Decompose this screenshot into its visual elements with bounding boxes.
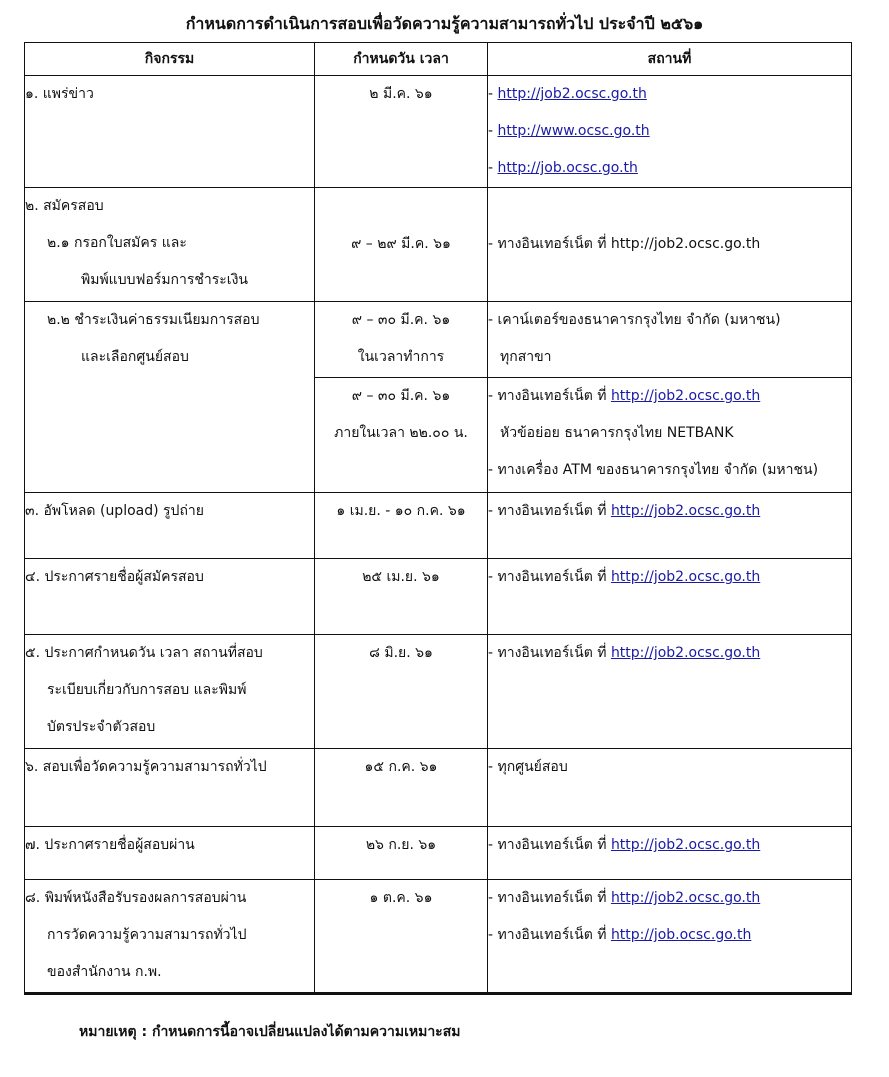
date-line: ในเวลาทำการ — [357, 349, 445, 365]
header-date: กำหนดวัน เวลา — [315, 43, 488, 76]
activity-line: ๑. แพร่ข่าว — [25, 86, 94, 102]
activity-line: ๓. อัพโหลด (upload) รูปถ่าย — [25, 503, 204, 519]
ocsc-link[interactable]: http://job2.ocsc.go.th — [610, 569, 761, 585]
activity-subline: พิมพ์แบบฟอร์มการชำระเงิน — [81, 272, 249, 288]
location-line: - ทางอินเทอร์เน็ต ที่ http://job2.ocsc.go.th — [488, 569, 761, 585]
table-row — [25, 880, 852, 994]
date-cell — [315, 302, 488, 378]
date-line: ๒ มี.ค. ๖๑ — [369, 86, 433, 102]
activity-subline: ระเบียบเกี่ยวกับการสอบ และพิมพ์ — [47, 682, 247, 698]
location-line: - ทางอินเทอร์เน็ต ที่ http://job2.ocsc.go.th — [488, 837, 761, 853]
activity-line: ๔. ประกาศรายชื่อผู้สมัครสอบ — [25, 569, 204, 585]
table-row — [25, 749, 852, 827]
activity-line: ๗. ประกาศรายชื่อผู้สอบผ่าน — [25, 837, 195, 853]
ocsc-link[interactable]: http://job.ocsc.go.th — [497, 160, 638, 176]
table-row — [25, 493, 852, 559]
location-cell — [488, 559, 852, 635]
location-cell — [488, 302, 852, 378]
date-line: ๒๕ เม.ย. ๖๑ — [362, 569, 440, 585]
date-cell — [315, 749, 488, 827]
activity-subline: บัตรประจำตัวสอบ — [47, 719, 156, 735]
table-row — [25, 302, 852, 378]
location-cell — [488, 635, 852, 749]
location-line: - ทางเครื่อง ATM ของธนาคารกรุงไทย จำกัด (มหาชน) — [488, 462, 819, 478]
date-line: ๙ – ๒๙ มี.ค. ๖๑ — [351, 236, 451, 252]
location-line: - ทางอินเทอร์เน็ต ที่ http://job2.ocsc.go.th — [488, 645, 761, 661]
activity-line: ๒. สมัครสอบ — [25, 198, 104, 214]
ocsc-link[interactable]: http://job2.ocsc.go.th — [610, 388, 761, 404]
location-line: - ทุกศูนย์สอบ — [488, 759, 568, 775]
footnote: หมายเหตุ : กำหนดการนี้อาจเปลี่ยนแปลงได้ตามความเหมาะสม — [79, 1024, 461, 1040]
date-cell — [315, 76, 488, 188]
date-line: ๙ – ๓๐ มี.ค. ๖๑ — [351, 388, 451, 404]
activity-cell — [25, 827, 315, 880]
location-line: ทุกสาขา — [500, 349, 552, 365]
activity-subline: การวัดความรู้ความสามารถทั่วไป — [47, 927, 247, 943]
activity-cell — [25, 559, 315, 635]
location-cell — [488, 749, 852, 827]
table-row — [25, 827, 852, 880]
date-cell — [315, 880, 488, 994]
location-cell — [488, 188, 852, 302]
activity-subline: ๒.๒ ชำระเงินค่าธรรมเนียมการสอบ — [47, 312, 260, 328]
location-line: หัวข้อย่อย ธนาคารกรุงไทย NETBANK — [500, 425, 734, 441]
location-line: - http://job.ocsc.go.th — [488, 160, 638, 176]
location-line: - http://job2.ocsc.go.th — [488, 86, 647, 102]
date-line: ๑๕ ก.ค. ๖๑ — [364, 759, 438, 775]
ocsc-link[interactable]: http://job2.ocsc.go.th — [610, 503, 761, 519]
date-line: ๒๖ ก.ย. ๖๑ — [365, 837, 437, 853]
location-line: - ทางอินเทอร์เน็ต ที่ http://job2.ocsc.go.th — [488, 890, 761, 906]
date-cell — [315, 827, 488, 880]
activity-line: ๘. พิมพ์หนังสือรับรองผลการสอบผ่าน — [25, 890, 247, 906]
date-cell — [315, 559, 488, 635]
document-title: กำหนดการดำเนินการสอบเพื่อวัดความรู้ความสามารถทั่วไป ประจำปี ๒๕๖๑ — [185, 14, 704, 33]
table-row — [25, 559, 852, 635]
table-row — [25, 76, 852, 188]
date-line: ๑ เม.ย. - ๑๐ ก.ค. ๖๑ — [336, 503, 466, 519]
location-line: - ทางอินเทอร์เน็ต ที่ http://job2.ocsc.go.th — [488, 388, 761, 404]
activity-subline: และเลือกศูนย์สอบ — [81, 349, 189, 365]
table-row — [25, 188, 852, 302]
activity-cell — [25, 880, 315, 994]
activity-cell — [25, 635, 315, 749]
table-row — [25, 635, 852, 749]
ocsc-link[interactable]: http://www.ocsc.go.th — [497, 123, 650, 139]
header-activity: กิจกรรม — [25, 43, 315, 76]
activity-cell — [25, 749, 315, 827]
ocsc-link[interactable]: http://job.ocsc.go.th — [610, 927, 752, 943]
activity-subline: ของสำนักงาน ก.พ. — [47, 964, 162, 980]
ocsc-link[interactable]: http://job2.ocsc.go.th — [610, 890, 761, 906]
date-line: ๑ ต.ค. ๖๑ — [369, 890, 433, 906]
location-line: - เคาน์เตอร์ของธนาคารกรุงไทย จำกัด (มหาชน) — [488, 312, 781, 328]
activity-cell — [25, 76, 315, 188]
location-line: - ทางอินเทอร์เน็ต ที่ http://job.ocsc.go.th — [488, 927, 752, 943]
activity-line: ๕. ประกาศกำหนดวัน เวลา สถานที่สอบ — [25, 645, 263, 661]
ocsc-link[interactable]: http://job2.ocsc.go.th — [497, 86, 647, 102]
location-cell — [488, 378, 852, 493]
location-cell — [488, 827, 852, 880]
table-header-row — [25, 43, 852, 76]
activity-cell — [25, 302, 315, 493]
date-line: ๙ – ๓๐ มี.ค. ๖๑ — [351, 312, 451, 328]
ocsc-link[interactable]: http://job2.ocsc.go.th — [610, 645, 761, 661]
schedule-table — [24, 42, 852, 995]
location-line: - ทางอินเทอร์เน็ต ที่ http://job2.ocsc.go.th — [488, 236, 761, 252]
date-cell — [315, 378, 488, 493]
date-line: ภายในเวลา ๒๒.๐๐ น. — [334, 425, 468, 441]
ocsc-link[interactable]: http://job2.ocsc.go.th — [610, 837, 761, 853]
location-cell — [488, 493, 852, 559]
date-cell — [315, 493, 488, 559]
header-location: สถานที่ — [488, 43, 852, 76]
activity-line: ๖. สอบเพื่อวัดความรู้ความสามารถทั่วไป — [25, 759, 267, 775]
location-cell — [488, 880, 852, 994]
location-cell — [488, 76, 852, 188]
activity-subline: ๒.๑ กรอกใบสมัคร และ — [47, 235, 187, 251]
date-cell — [315, 188, 488, 302]
location-line: - http://www.ocsc.go.th — [488, 123, 650, 139]
date-cell — [315, 635, 488, 749]
activity-cell — [25, 493, 315, 559]
activity-cell — [25, 188, 315, 302]
location-line: - ทางอินเทอร์เน็ต ที่ http://job2.ocsc.go.th — [488, 503, 761, 519]
date-line: ๘ มิ.ย. ๖๑ — [369, 645, 433, 661]
